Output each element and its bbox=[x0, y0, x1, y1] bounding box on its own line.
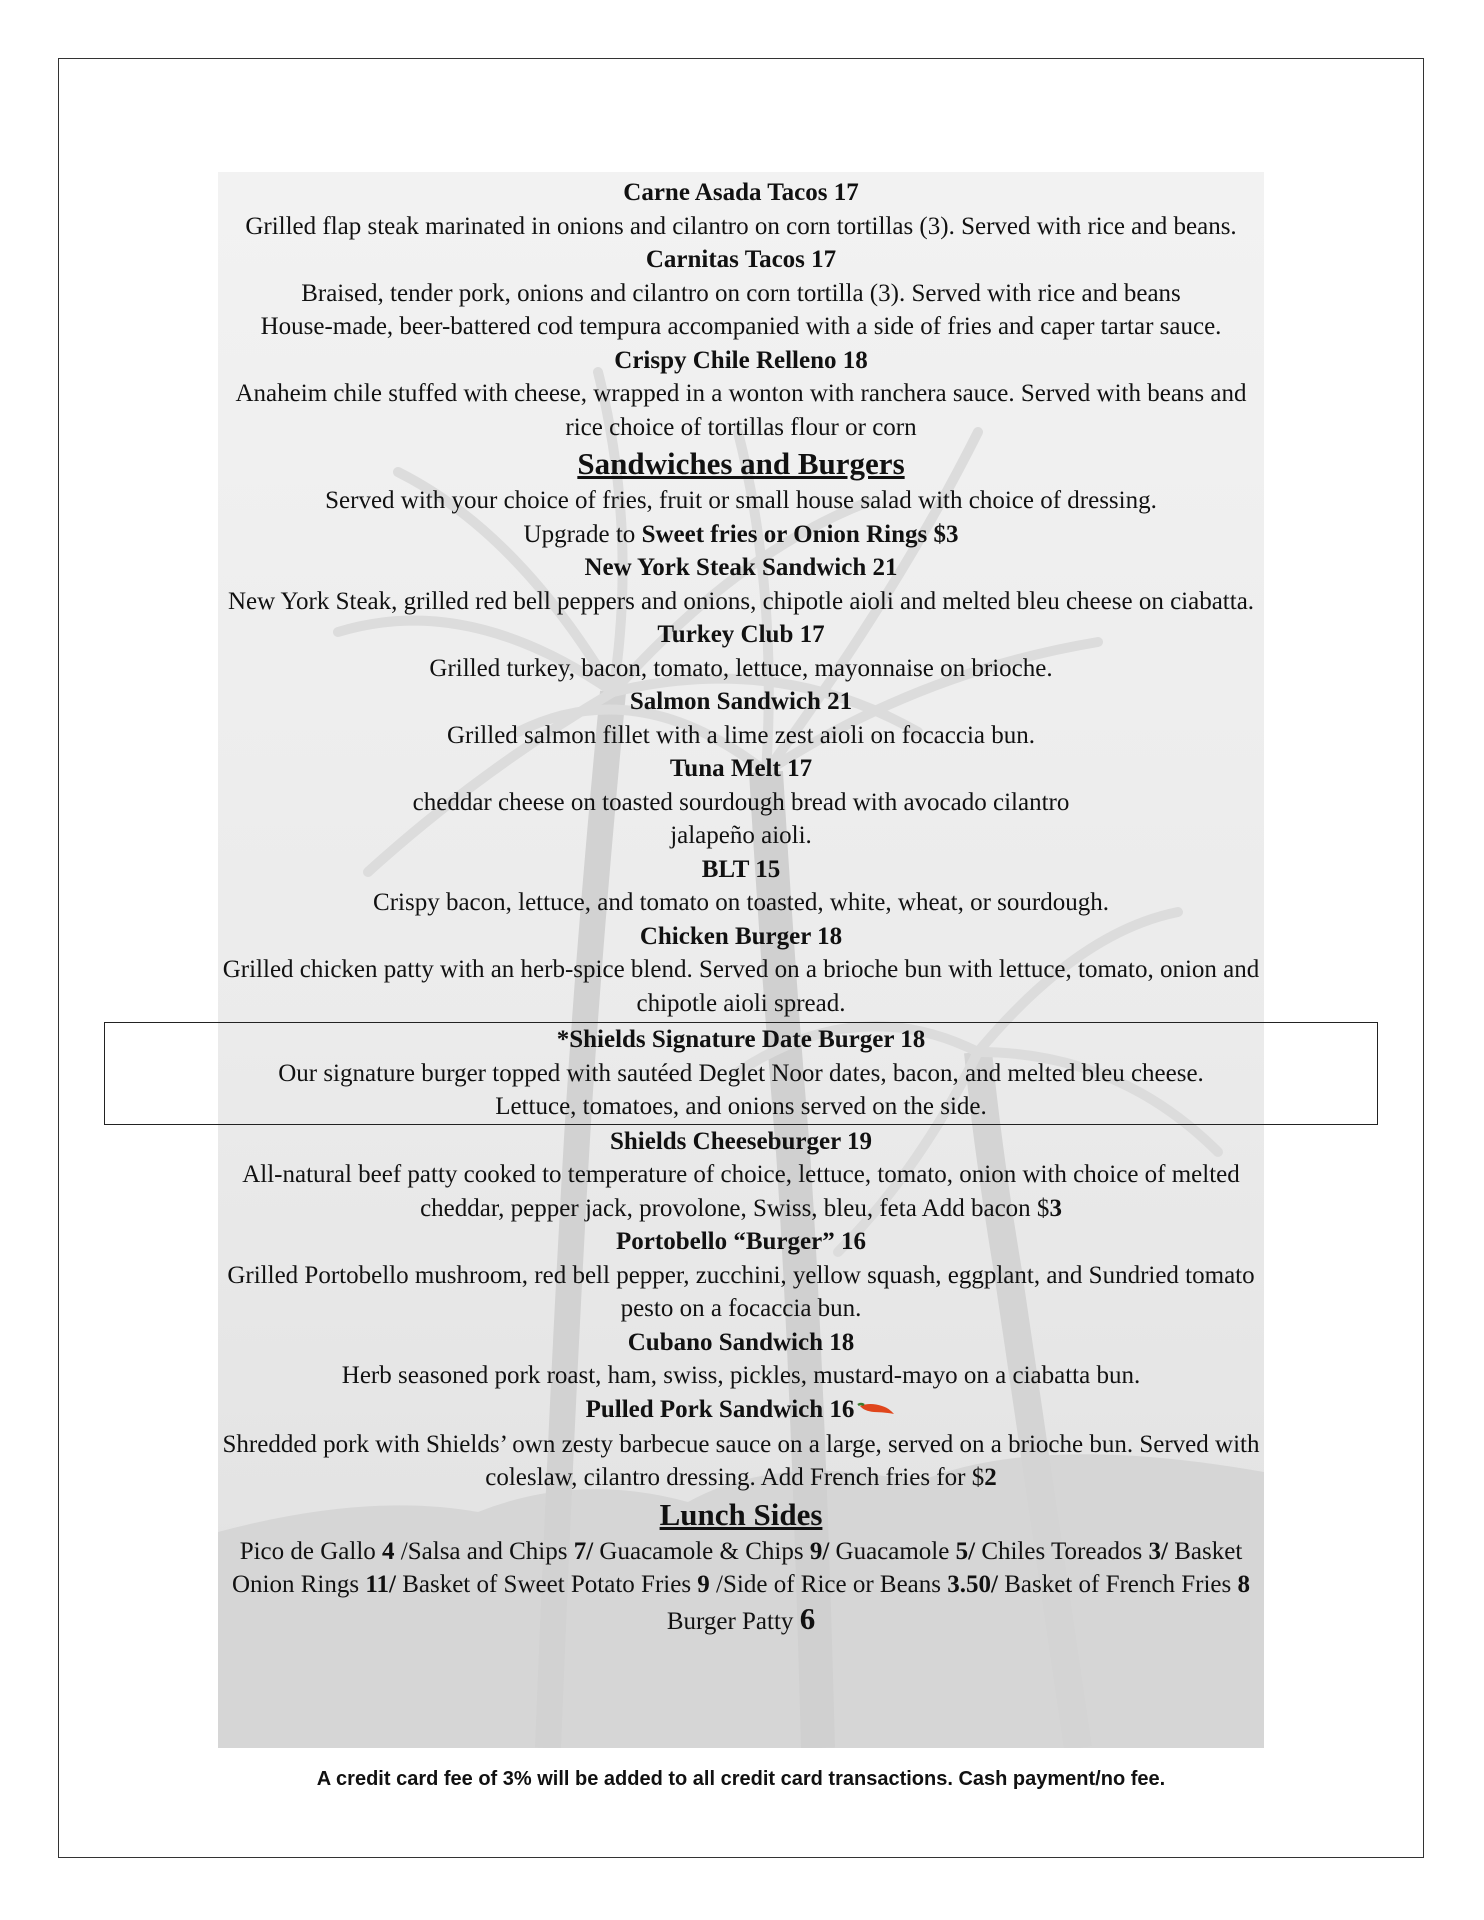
sandwiches-heading: Sandwiches and Burgers bbox=[577, 446, 905, 481]
side-item-text: Chiles Toreados bbox=[975, 1537, 1149, 1565]
cheeseburger-desc-2 bbox=[112, 1192, 1370, 1226]
carne-asada-title: Carne Asada Tacos 17 bbox=[623, 179, 859, 206]
turkey-club-desc: Grilled turkey, bacon, tomato, lettuce, mayonnaise on brioche. bbox=[429, 654, 1053, 682]
side-price: 7/ bbox=[573, 1537, 594, 1565]
pulled-pork-desc-1: Shredded pork with Shields’ own zesty barbecue sauce on a large, served on a brioche bun. Served with bbox=[222, 1430, 1260, 1458]
chicken-burger-desc-2: chipotle aioli spread. bbox=[636, 989, 846, 1017]
side-price: 8 bbox=[1237, 1571, 1250, 1599]
sandwiches-upgrade bbox=[112, 518, 1370, 552]
lunch-sides-line-2 bbox=[112, 1568, 1370, 1602]
chicken-burger-desc-1: Grilled chicken patty with an herb-spice blend. Served on a brioche bun with lettuce, tomato, onion and bbox=[222, 956, 1260, 983]
pulled-pork-title-line bbox=[112, 1393, 1370, 1428]
blt-title: BLT 15 bbox=[701, 855, 781, 883]
tuna-melt-title: Tuna Melt 17 bbox=[669, 755, 813, 782]
side-item-text: Guacamole & Chips bbox=[593, 1537, 810, 1565]
chile-relleno-desc-2: rice choice of tortillas flour or corn bbox=[565, 413, 917, 441]
tuna-melt-desc-1: cheddar cheese on toasted sourdough bread with avocado cilantro bbox=[412, 788, 1070, 816]
side-item-text: Guacamole bbox=[829, 1537, 956, 1565]
cheeseburger-title: Shields Cheeseburger 19 bbox=[609, 1127, 873, 1155]
chicken-burger-title: Chicken Burger 18 bbox=[639, 922, 843, 950]
ny-steak-title: New York Steak Sandwich 21 bbox=[584, 554, 898, 581]
side-item-text: Basket of French Fries bbox=[997, 1571, 1238, 1599]
upgrade-offer: Sweet fries or Onion Rings $3 bbox=[641, 520, 959, 548]
ny-steak-desc: New York Steak, grilled red bell peppers and onions, chipotle aioli and melted bleu cheese on ciabatta. bbox=[227, 587, 1255, 615]
side-price: 3.50/ bbox=[947, 1571, 998, 1599]
side-price: 5/ bbox=[955, 1537, 976, 1565]
signature-burger-title: *Shields Signature Date Burger 18 bbox=[556, 1026, 926, 1053]
signature-burger-desc-2: Lettuce, tomatoes, and onions served on the side. bbox=[495, 1093, 987, 1120]
side-item-text: Basket bbox=[1167, 1537, 1243, 1565]
lunch-sides-heading: Lunch Sides bbox=[659, 1496, 823, 1532]
cheeseburger-addon-text: cheddar, pepper jack, provolone, Swiss, bleu, feta Add bacon $ bbox=[420, 1194, 1050, 1222]
turkey-club-title: Turkey Club 17 bbox=[657, 621, 825, 648]
cheeseburger-addon-price: 3 bbox=[1049, 1194, 1062, 1222]
sandwiches-intro: Served with your choice of fries, fruit or small house salad with choice of dressing. bbox=[325, 487, 1157, 514]
carne-asada-desc: Grilled flap steak marinated in onions and cilantro on corn tortillas (3). Served with rice and beans. bbox=[245, 212, 1237, 240]
pulled-pork-title: Pulled Pork Sandwich 16 bbox=[585, 1395, 855, 1423]
salmon-sandwich-title: Salmon Sandwich 21 bbox=[629, 688, 853, 715]
portobello-desc-1: Grilled Portobello mushroom, red bell pepper, zucchini, yellow squash, eggplant, and Sundried tomato bbox=[227, 1261, 1255, 1289]
side-item-text: Onion Rings bbox=[232, 1571, 366, 1599]
carnitas-desc-1: Braised, tender pork, onions and cilantro on corn tortilla (3). Served with rice and beans bbox=[301, 279, 1181, 307]
lunch-sides-line-3 bbox=[112, 1602, 1370, 1639]
chili-pepper-icon bbox=[856, 1394, 896, 1428]
side-price: 9/ bbox=[809, 1537, 830, 1565]
chile-relleno-desc-1: Anaheim chile stuffed with cheese, wrapped in a wonton with ranchera sauce. Served with beans and bbox=[235, 380, 1247, 407]
menu-content bbox=[112, 176, 1370, 1638]
side-item-text: /Side of Rice or Beans bbox=[709, 1571, 948, 1599]
burger-patty-price: 6 bbox=[799, 1600, 816, 1636]
carnitas-desc-2: House-made, beer-battered cod tempura accompanied with a side of fries and caper tartar sauce. bbox=[260, 313, 1222, 340]
cheeseburger-desc-1: All-natural beef patty cooked to temperature of choice, lettuce, tomato, onion with choice of melted bbox=[242, 1161, 1240, 1188]
side-item-text: Basket of Sweet Potato Fries bbox=[395, 1571, 698, 1599]
pulled-pork-desc-2 bbox=[112, 1461, 1370, 1495]
salmon-sandwich-desc: Grilled salmon fillet with a lime zest aioli on focaccia bun. bbox=[446, 721, 1035, 749]
carnitas-title: Carnitas Tacos 17 bbox=[645, 246, 837, 273]
side-price: 3/ bbox=[1148, 1537, 1168, 1565]
side-price: 11/ bbox=[365, 1571, 396, 1599]
signature-burger-desc-1: Our signature burger topped with sautéed Deglet Noor dates, bacon, and melted bleu cheese. bbox=[278, 1059, 1204, 1087]
cubano-title: Cubano Sandwich 18 bbox=[627, 1328, 855, 1356]
side-price: 4 bbox=[382, 1537, 395, 1565]
signature-burger-box bbox=[104, 1022, 1378, 1125]
tuna-melt-desc-2: jalapeño aioli. bbox=[670, 822, 812, 849]
cubano-desc: Herb seasoned pork roast, ham, swiss, pickles, mustard-mayo on a ciabatta bun. bbox=[341, 1362, 1141, 1389]
portobello-title: Portobello “Burger” 16 bbox=[616, 1228, 866, 1255]
side-item-text: Pico de Gallo bbox=[239, 1537, 383, 1565]
pulled-pork-addon-price: 2 bbox=[984, 1464, 997, 1492]
credit-card-fee-note: A credit card fee of 3% will be added to all credit card transactions. Cash payment/no fee. bbox=[316, 1768, 1166, 1790]
side-price: 9 bbox=[697, 1571, 710, 1599]
burger-patty-label: Burger Patty bbox=[666, 1607, 800, 1635]
upgrade-prefix: Upgrade to bbox=[523, 520, 642, 548]
pulled-pork-addon-text: coleslaw, cilantro dressing. Add French fries for $ bbox=[485, 1464, 985, 1492]
lunch-sides-line-1 bbox=[112, 1535, 1370, 1569]
chile-relleno-title: Crispy Chile Relleno 18 bbox=[614, 346, 868, 374]
blt-desc: Crispy bacon, lettuce, and tomato on toasted, white, wheat, or sourdough. bbox=[373, 889, 1109, 916]
portobello-desc-2: pesto on a focaccia bun. bbox=[620, 1295, 862, 1322]
side-item-text: /Salsa and Chips bbox=[394, 1537, 574, 1565]
